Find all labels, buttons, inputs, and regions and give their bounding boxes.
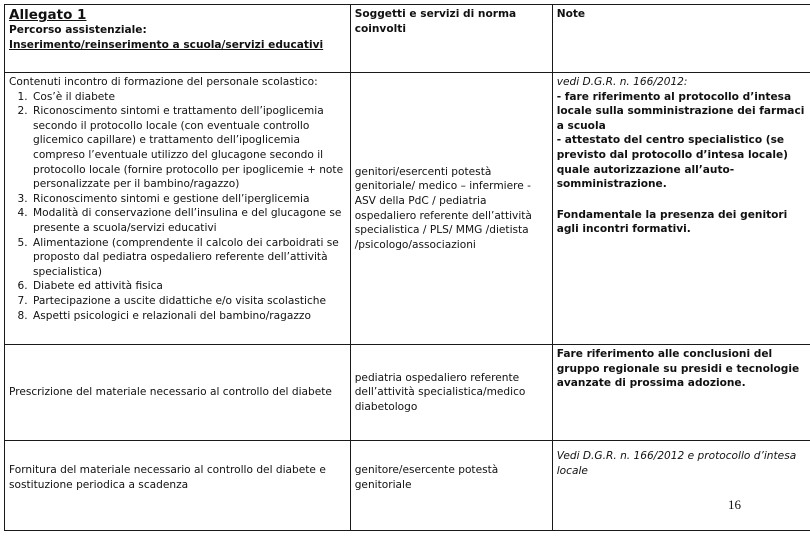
list-item: 3. Riconoscimento sintomi e gestione dell’iperglicemia [31,192,346,207]
list-item: 8. Aspetti psicologici e relazionali del bambino/ragazzo [31,309,346,324]
list-item: 1. Cos’è il diabete [31,90,346,105]
training-content-cell [5,73,351,345]
prescription-notes-cell [552,345,810,441]
supply-notes: Vedi D.G.R. n. 166/2012 e protocollo d’intesa locale [556,450,797,477]
page-number: 16 [728,497,741,512]
prescription-subjects-cell [350,345,552,441]
supply-subjects: genitore/esercente potestà genitoriale [354,464,499,491]
training-intro: Contenuti incontro di formazione del personale scolastico: [9,76,318,88]
table-row-prescription [5,345,810,441]
training-note-line: - fare riferimento al protocollo d’intesa locale sulla somministrazione dei farmaci a scuola [556,90,805,132]
training-notes-ref: vedi D.G.R. n. 166/2012: [556,76,688,88]
training-subjects: genitori/esercenti potestà genitoriale/ medico – infermiere - ASV della PdC / pediatria ospedaliero referente dell’attività specialistica / PLS/ MMG /dietista /psicologo/associazioni [354,165,532,251]
list-item: 5. Alimentazione (comprendente il calcolo dei carboidrati se proposto dal pediatra ospedaliero referente dell’attività specialistica) [31,236,346,280]
header-col-notes [552,5,810,73]
pathway-label: Percorso assistenziale: [9,24,147,36]
table-row-supply [5,441,810,531]
subjects-header: Soggetti e servizi di norma coinvolti [354,8,517,35]
pathway-title: Inserimento/reinserimento a scuola/servizi educativi [9,38,324,51]
prescription-notes: Fare riferimento alle conclusioni del gruppo regionale su presidi e tecnologie avanzate di prossima adozione. [556,348,800,390]
list-item: 6. Diabete ed attività fisica [31,279,346,294]
prescription-subjects: pediatria ospedaliero referente dell’attività specialistica/medico diabetologo [354,371,526,413]
training-note-line: - attestato del centro specialistico (se previsto dal protocollo d’intesa locale) quale autorizzazione all’auto-somministrazione. [556,134,789,191]
prescription-content: Prescrizione del materiale necessario al controllo del diabete [9,386,332,399]
table-header-row [5,5,810,73]
training-notes-extra: Fondamentale la presenza dei genitori agli incontri formativi. [556,208,788,236]
care-pathway-table [4,4,810,531]
attachment-title: Allegato 1 [9,7,87,23]
supply-content: Fornitura del materiale necessario al controllo del diabete e sostituzione periodica a scadenza [9,464,326,491]
supply-notes-cell [552,441,810,531]
header-col-pathway [5,5,351,73]
list-item: 2. Riconoscimento sintomi e trattamento dell’ipoglicemia secondo il protocollo locale (con eventuale controllo glicemico capillare) e trattamento dell’ipoglicemia compreso l’eventuale utilizzo del glucagone secondo il protocollo locale (fornire protocollo per ipoglicemie + note personalizzate per il bambino/ragazzo) [31,104,346,192]
header-col-subjects [350,5,552,73]
training-subjects-cell [350,73,552,345]
table-row-training [5,73,810,345]
supply-subjects-cell [350,441,552,531]
prescription-content-cell [5,345,351,441]
list-item: 4. Modalità di conservazione dell’insulina e del glucagone se presente a scuola/servizi educativi [31,206,346,235]
list-item: 7. Partecipazione a uscite didattiche e/o visita scolastiche [31,294,346,309]
notes-header: Note [556,8,586,20]
training-topic-list [9,90,346,324]
training-notes-cell [552,73,810,345]
supply-content-cell [5,441,351,531]
